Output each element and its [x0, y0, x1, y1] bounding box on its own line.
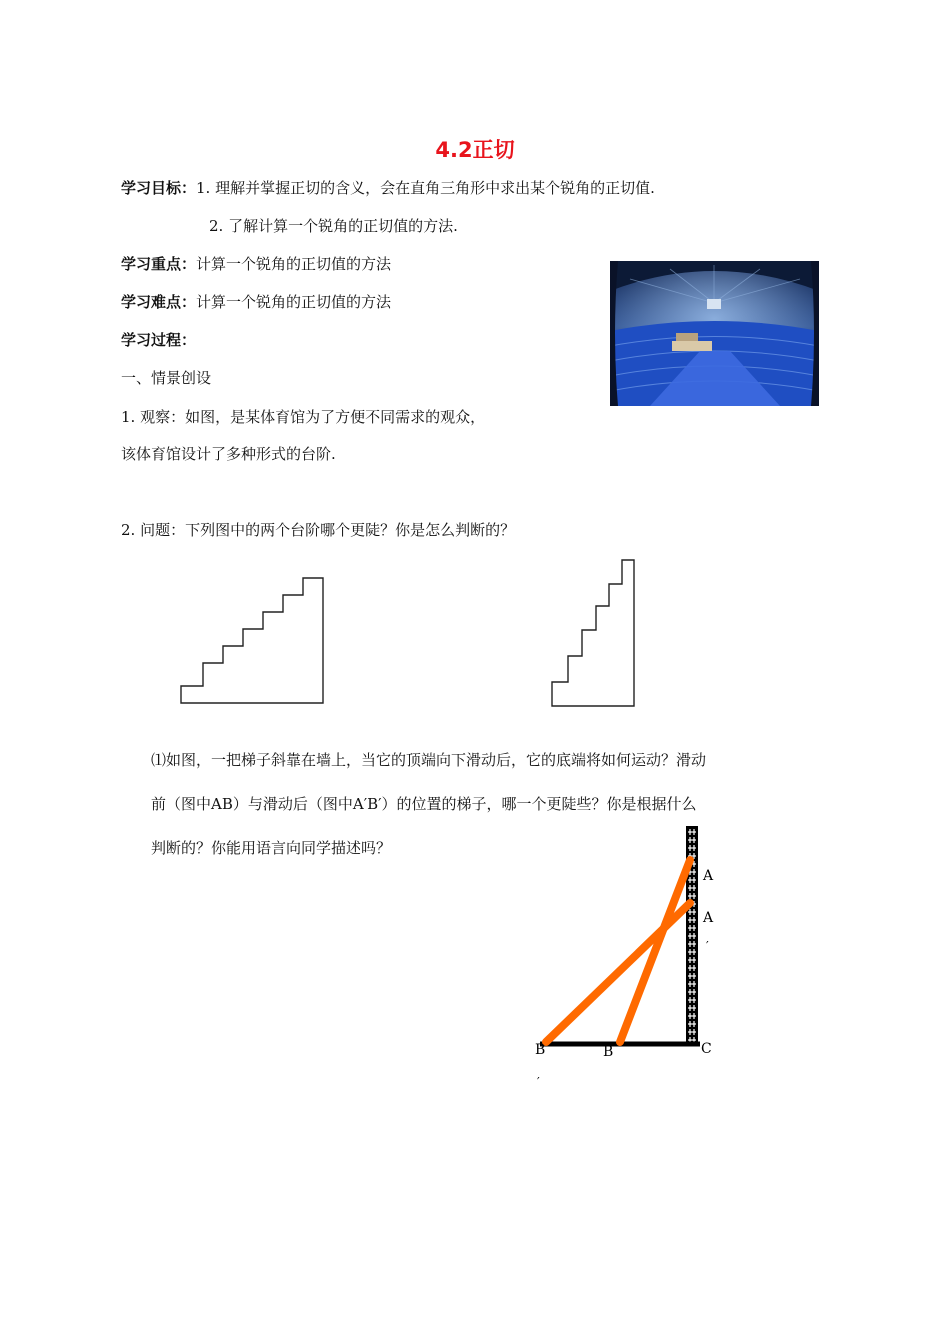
staircase-gentle-outline — [181, 578, 323, 703]
objectives-row — [121, 178, 655, 198]
staircase-steep-outline — [552, 560, 634, 706]
process-label: 学习过程： — [121, 331, 197, 349]
page-title: 4.2正切 — [435, 138, 515, 162]
staircase-steep — [546, 556, 640, 710]
label-c: C — [701, 1041, 712, 1057]
label-a: A — [703, 868, 714, 884]
staircase-gentle — [176, 573, 328, 707]
label-b-prime-mark: ′ — [537, 1075, 540, 1089]
observe-line-1: 1. 观察：如图，是某体育馆为了方便不同需求的观众， — [121, 408, 486, 426]
key-point-text: 计算一个锐角的正切值的方法 — [196, 255, 392, 273]
objective-item-2: 2. 了解计算一个锐角的正切值的方法. — [209, 217, 458, 235]
observe-line-2: 该体育馆设计了多种形式的台阶. — [121, 445, 336, 463]
ladder-a-prime-b-prime — [546, 903, 690, 1042]
difficulty-label: 学习难点： — [121, 293, 197, 311]
stadium-photo — [610, 261, 819, 406]
objective-item-1: 1. 理解并掌握正切的含义，会在直角三角形中求出某个锐角的正切值. — [196, 179, 655, 197]
label-b-prime: B — [535, 1042, 546, 1058]
key-point-label: 学习重点： — [121, 255, 197, 273]
difficulty-row — [121, 292, 391, 312]
label-a-prime: A — [703, 910, 714, 926]
label-b: B — [603, 1044, 614, 1060]
key-point-row — [121, 254, 391, 274]
objectives-label: 学习目标： — [121, 179, 197, 197]
label-a-prime-mark: ′ — [706, 939, 709, 953]
ladder-para-line-2: 前（图中AB）与滑动后（图中A′B′）的位置的梯子，哪一个更陡些？你是根据什么 — [151, 795, 697, 813]
difficulty-text: 计算一个锐角的正切值的方法 — [196, 293, 392, 311]
section-heading: 一、情景创设 — [121, 369, 212, 387]
question-line: 2. 问题：下列图中的两个台阶哪个更陡？你是怎么判断的？ — [121, 521, 516, 539]
ladder-para-line-1: ⑴如图，一把梯子斜靠在墙上，当它的顶端向下滑动后，它的底端将如何运动？滑动 — [151, 751, 707, 769]
ladder-figure — [520, 820, 750, 1095]
ladder-para-line-3: 判断的？你能用语言向同学描述吗？ — [151, 839, 392, 857]
ladder-ab — [620, 860, 690, 1042]
